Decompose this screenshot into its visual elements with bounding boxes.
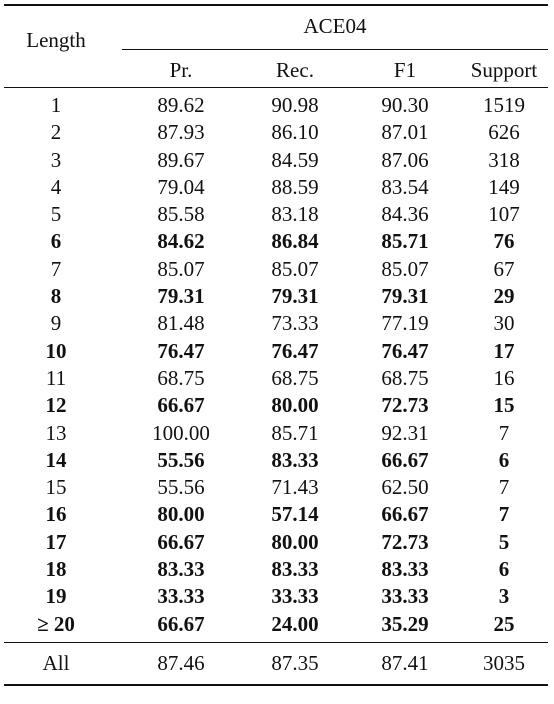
cell-length: 16 xyxy=(45,502,67,527)
cell-length: 1 xyxy=(50,93,62,117)
cell-pr: 89.62 xyxy=(157,93,205,117)
cell-length: 17 xyxy=(45,529,67,554)
cell-length: 15 xyxy=(45,475,67,500)
cell-f1: 72.73 xyxy=(381,529,429,554)
cell-pr: 66.67 xyxy=(157,393,205,418)
cell-f1: 83.33 xyxy=(381,557,429,582)
cell-f1: 83.54 xyxy=(381,174,429,199)
cell-pr: 100.00 xyxy=(152,420,210,445)
cell-rec: 73.33 xyxy=(271,311,319,336)
cell-f1: 72.73 xyxy=(381,393,429,418)
cell-length: 19 xyxy=(45,584,67,609)
cell-rec: 80.00 xyxy=(271,529,319,554)
cell-pr: 79.04 xyxy=(157,174,205,199)
table-row xyxy=(4,256,548,283)
cell-length: 13 xyxy=(45,420,67,445)
table-row xyxy=(4,583,548,610)
cell-rec: 71.43 xyxy=(271,475,319,500)
cell-f1: 79.31 xyxy=(381,284,429,309)
cell-rec: 88.59 xyxy=(271,174,319,199)
cell-rec: 85.07 xyxy=(271,256,319,281)
table-row xyxy=(4,447,548,474)
cell-pr: 89.67 xyxy=(157,147,205,172)
header-rec: Rec. xyxy=(276,58,314,82)
cell-f1: 85.71 xyxy=(381,229,429,254)
cell-rec: 86.84 xyxy=(271,229,319,254)
cell-support: 107 xyxy=(488,202,520,227)
cell-rec: 83.33 xyxy=(271,447,319,472)
cell-f1: 90.30 xyxy=(381,93,429,117)
cell-pr: 80.00 xyxy=(157,502,205,527)
cell-length: 6 xyxy=(50,229,62,254)
cell-support: 6 xyxy=(498,447,510,472)
table-row xyxy=(4,420,548,447)
cell-pr: 81.48 xyxy=(157,311,205,336)
cell-f1: 66.67 xyxy=(381,447,429,472)
cell-length: 12 xyxy=(45,393,67,418)
cell-pr: 85.07 xyxy=(157,256,205,281)
cell-pr: 66.67 xyxy=(157,529,205,554)
cell-pr: 87.46 xyxy=(157,650,205,675)
cell-f1: 76.47 xyxy=(381,338,429,363)
table-row xyxy=(4,365,548,392)
cell-pr: 79.31 xyxy=(157,284,205,309)
cell-f1: 92.31 xyxy=(381,420,429,445)
table-row xyxy=(4,310,548,337)
cell-length: 4 xyxy=(50,174,62,199)
table-row xyxy=(4,611,548,638)
table-row xyxy=(4,529,548,556)
header-length: Length xyxy=(26,28,86,52)
cell-f1: 66.67 xyxy=(381,502,429,527)
cell-length: 2 xyxy=(50,120,62,145)
table-row xyxy=(4,501,548,528)
cell-support: 149 xyxy=(488,174,520,199)
cell-support: 25 xyxy=(493,611,515,636)
cell-pr: 66.67 xyxy=(157,611,205,636)
cell-length: All xyxy=(42,650,70,675)
cell-pr: 84.62 xyxy=(157,229,205,254)
cell-rec: 84.59 xyxy=(271,147,319,172)
cell-pr: 76.47 xyxy=(157,338,205,363)
cell-support: 7 xyxy=(498,502,510,527)
cell-pr: 33.33 xyxy=(157,584,205,609)
cell-rec: 24.00 xyxy=(271,611,319,636)
table-header xyxy=(4,6,548,87)
cell-rec: 85.71 xyxy=(271,420,319,445)
table-row xyxy=(4,392,548,419)
cell-length: 9 xyxy=(50,311,62,336)
cell-support: 5 xyxy=(498,529,510,554)
cell-support: 7 xyxy=(498,475,510,500)
cell-rec: 80.00 xyxy=(271,393,319,418)
table-row xyxy=(4,228,548,255)
cell-pr: 87.93 xyxy=(157,120,205,145)
cell-length: 5 xyxy=(50,202,62,227)
cell-length: 8 xyxy=(50,284,62,309)
group-rule xyxy=(122,49,548,50)
cell-support: 30 xyxy=(493,311,515,336)
table-row xyxy=(4,338,548,365)
cell-rec: 90.98 xyxy=(271,93,319,117)
table-row xyxy=(4,556,548,583)
cell-support: 7 xyxy=(498,420,510,445)
cell-pr: 55.56 xyxy=(157,475,205,500)
cell-f1: 87.41 xyxy=(381,650,429,675)
table-row xyxy=(4,147,548,174)
table-row-total xyxy=(4,643,548,684)
bottom-rule xyxy=(4,684,548,686)
cell-length: 14 xyxy=(45,447,67,472)
header-group-ace04: ACE04 xyxy=(303,14,367,38)
cell-support: 29 xyxy=(493,284,515,309)
cell-f1: 85.07 xyxy=(381,256,429,281)
cell-support: 17 xyxy=(493,338,515,363)
cell-support: 6 xyxy=(498,557,510,582)
cell-f1: 62.50 xyxy=(381,475,429,500)
cell-f1: 84.36 xyxy=(381,202,429,227)
cell-length: ≥ 20 xyxy=(37,611,75,636)
cell-support: 3 xyxy=(498,584,510,609)
cell-rec: 57.14 xyxy=(271,502,319,527)
cell-support: 318 xyxy=(488,147,520,172)
cell-f1: 77.19 xyxy=(381,311,429,336)
cell-support: 15 xyxy=(493,393,515,418)
cell-support: 1519 xyxy=(483,93,525,117)
cell-length: 18 xyxy=(45,557,67,582)
cell-pr: 83.33 xyxy=(157,557,205,582)
cell-support: 16 xyxy=(493,365,515,390)
cell-rec: 83.18 xyxy=(271,202,319,227)
table-body xyxy=(4,88,548,642)
cell-rec: 33.33 xyxy=(271,584,319,609)
results-table xyxy=(4,4,548,686)
header-pr: Pr. xyxy=(169,58,193,82)
cell-support: 67 xyxy=(493,256,515,281)
cell-length: 7 xyxy=(50,256,62,281)
table-row xyxy=(4,119,548,146)
cell-length: 3 xyxy=(50,147,62,172)
cell-f1: 87.01 xyxy=(381,120,429,145)
cell-rec: 76.47 xyxy=(271,338,319,363)
cell-support: 626 xyxy=(488,120,520,145)
cell-f1: 68.75 xyxy=(381,365,429,390)
cell-pr: 68.75 xyxy=(157,365,205,390)
cell-rec: 83.33 xyxy=(271,557,319,582)
cell-f1: 35.29 xyxy=(381,611,429,636)
cell-support: 76 xyxy=(493,229,515,254)
cell-support: 3035 xyxy=(483,650,525,675)
cell-f1: 33.33 xyxy=(381,584,429,609)
table-row xyxy=(4,174,548,201)
cell-length: 11 xyxy=(45,365,67,390)
cell-rec: 79.31 xyxy=(271,284,319,309)
table-row xyxy=(4,92,548,119)
header-support: Support xyxy=(470,58,538,82)
cell-length: 10 xyxy=(45,338,67,363)
cell-rec: 86.10 xyxy=(271,120,319,145)
cell-rec: 87.35 xyxy=(271,650,319,675)
table-row xyxy=(4,283,548,310)
cell-pr: 55.56 xyxy=(157,447,205,472)
header-f1: F1 xyxy=(393,58,417,82)
table-row xyxy=(4,474,548,501)
table-row xyxy=(4,201,548,228)
cell-rec: 68.75 xyxy=(271,365,319,390)
cell-pr: 85.58 xyxy=(157,202,205,227)
cell-f1: 87.06 xyxy=(381,147,429,172)
